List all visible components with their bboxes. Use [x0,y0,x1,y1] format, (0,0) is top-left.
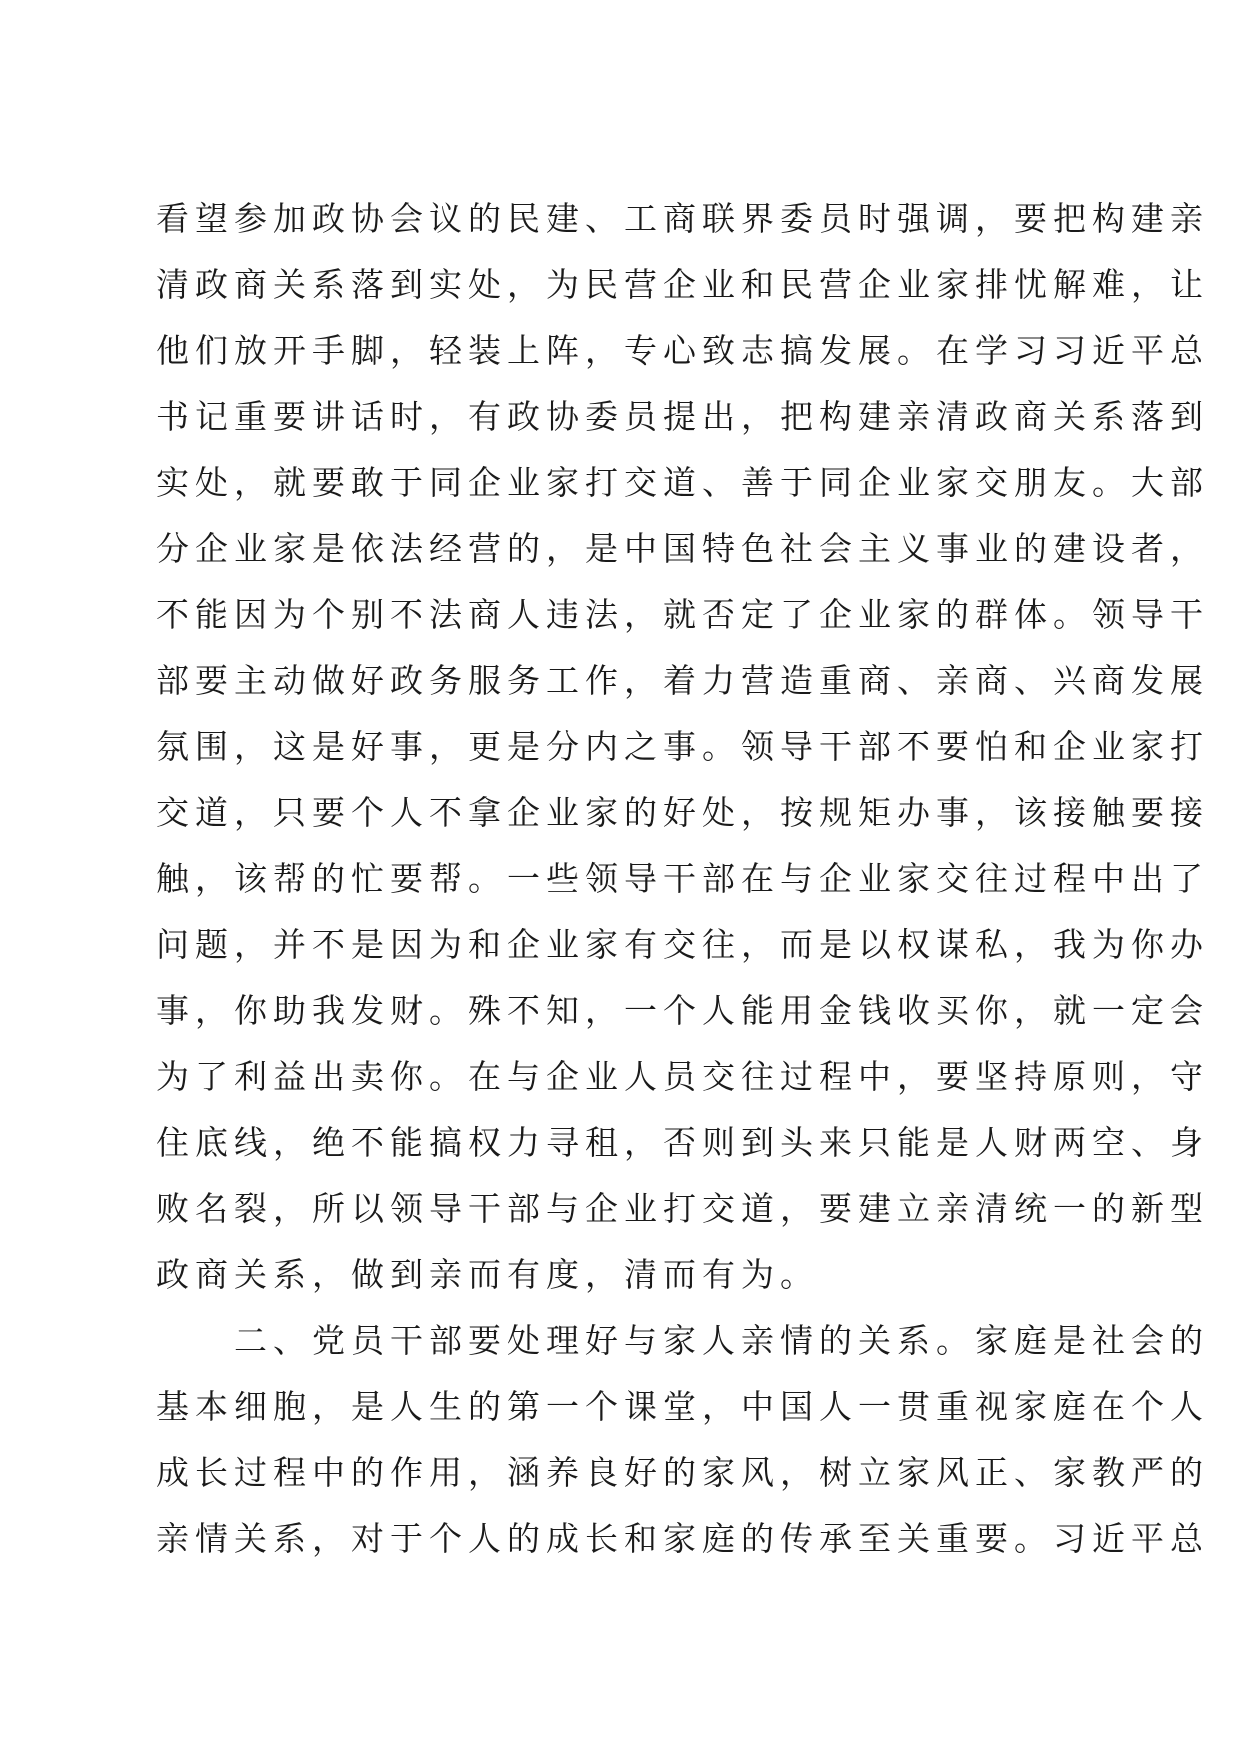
text-line: 实处，就要敢于同企业家打交道、善于同企业家交朋友。大部 [156,463,1209,502]
text-line: 部要主动做好政务服务工作，着力营造重商、亲商、兴商发展 [156,661,1209,700]
text-line: 政商关系，做到亲而有度，清而有为。 [156,1255,819,1294]
text-line: 为了利益出卖你。在与企业人员交往过程中，要坚持原则，守 [156,1057,1209,1096]
text-line: 他们放开手脚，轻装上阵，专心致志搞发展。在学习习近平总 [156,331,1209,370]
text-line: 成长过程中的作用，涵养良好的家风，树立家风正、家教严的 [156,1453,1209,1492]
text-line: 触，该帮的忙要帮。一些领导干部在与企业家交往过程中出了 [156,859,1209,898]
text-line: 事，你助我发财。殊不知，一个人能用金钱收买你，就一定会 [156,991,1209,1030]
text-line: 不能因为个别不法商人违法，就否定了企业家的群体。领导干 [156,595,1209,634]
text-line: 住底线，绝不能搞权力寻租，否则到头来只能是人财两空、身 [156,1123,1209,1162]
text-line: 氛围，这是好事，更是分内之事。领导干部不要怕和企业家打 [156,727,1209,766]
text-line: 交道，只要个人不拿企业家的好处，按规矩办事，该接触要接 [156,793,1209,832]
text-line: 看望参加政协会议的民建、工商联界委员时强调，要把构建亲 [156,199,1209,238]
text-line: 亲情关系，对于个人的成长和家庭的传承至关重要。习近平总 [156,1519,1209,1558]
body-text [156,186,1209,1572]
text-line: 清政商关系落到实处，为民营企业和民营企业家排忧解难，让 [156,265,1209,304]
text-line: 基本细胞，是人生的第一个课堂，中国人一贯重视家庭在个人 [156,1387,1209,1426]
text-line: 问题，并不是因为和企业家有交往，而是以权谋私，我为你办 [156,925,1209,964]
paragraph-heading-line: 二、党员干部要处理好与家人亲情的关系。家庭是社会的 [234,1321,1209,1360]
text-line: 分企业家是依法经营的，是中国特色社会主义事业的建设者， [156,529,1209,568]
text-line: 败名裂，所以领导干部与企业打交道，要建立亲清统一的新型 [156,1189,1209,1228]
text-line: 书记重要讲话时，有政协委员提出，把构建亲清政商关系落到 [156,397,1209,436]
